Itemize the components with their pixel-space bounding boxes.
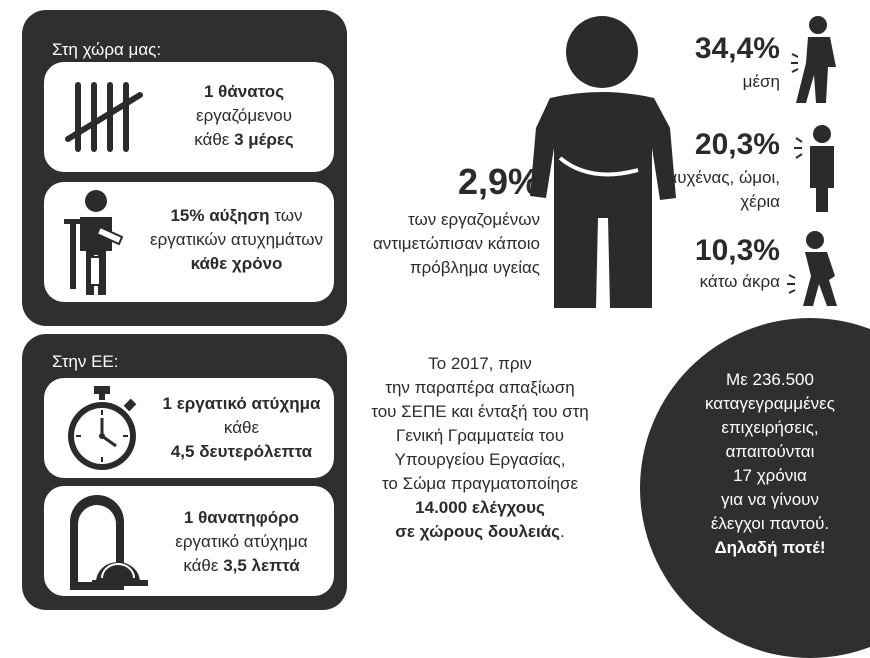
eu-fatal-text [149, 506, 334, 578]
inspections-line-2: την παραπέρα απαξίωση [385, 378, 575, 397]
inspections-count: 14.000 ελέγχους [415, 498, 545, 517]
accidents-period: κάθε χρόνο [190, 254, 283, 273]
health-description [340, 208, 540, 280]
inspections-line-1: Το 2017, πριν [428, 354, 532, 373]
eu-accident-line2: κάθε [223, 418, 260, 437]
circle-line-7: έλεγχοι παντού. [710, 514, 830, 533]
country-panel-title: Στη χώρα μας: [52, 40, 162, 59]
inspections-line-4: Γενική Γραμματεία του [395, 426, 565, 445]
accidents-text [144, 204, 329, 276]
inspections-end: . [559, 522, 565, 541]
deaths-line2: εργαζόμενου [195, 106, 292, 125]
circle-line-6: για να γίνουν [721, 490, 819, 509]
tombstone-helmet-icon [62, 492, 152, 592]
eu-fatal-period: 3,5 λεπτά [223, 556, 300, 575]
circle-line-5: 17 χρόνια [733, 466, 807, 485]
circle-line-3: επιχειρήσεις, [721, 418, 819, 437]
inspections-line-6: το Σώμα πραγματοποίησε [381, 474, 579, 493]
deaths-line3-pre: κάθε [194, 130, 235, 149]
circle-conclusion: Δηλαδή ποτέ! [714, 538, 826, 557]
inspections-line-5: Υπουργείου Εργασίας, [394, 450, 566, 469]
circle-line-1: Με 236.500 [726, 370, 814, 389]
neck-pain-icon [790, 124, 840, 214]
deaths-text [159, 80, 329, 152]
health-line3: πρόβλημα υγείας [409, 258, 540, 277]
eu-fatal-count: 1 θανατηφόρο [183, 508, 300, 527]
stat-neck-line2: χέρια [740, 192, 780, 211]
inspections-line-3: του ΣΕΠΕ και ένταξή του στη [371, 402, 589, 421]
stat-neck-label [600, 166, 780, 214]
accidents-line1-rest: των [269, 206, 303, 225]
eu-accident-period: 4,5 δευτερόλεπτα [170, 442, 313, 461]
eu-accident-card [44, 378, 334, 478]
stat-legs-pct: 10,3% [694, 234, 780, 267]
stat-legs-label: κάτω άκρα [699, 272, 780, 291]
health-line2: αντιμετώπισαν κάποιο [372, 234, 540, 253]
eu-accident-count: 1 εργατικό ατύχημα [162, 394, 321, 413]
leg-pain-icon [785, 230, 845, 310]
country-panel [22, 10, 347, 326]
back-pain-icon [790, 15, 840, 105]
injured-worker-icon [62, 187, 137, 297]
accidents-increase: 15% αύξηση [170, 206, 270, 225]
inspections-place: σε χώρους δουλειάς [395, 522, 560, 541]
inspections-text [360, 352, 600, 544]
deaths-period: 3 μέρες [234, 130, 294, 149]
stat-neck-line1: αυχένας, ώμοι, [667, 168, 780, 187]
circle-line-4: απαιτούνται [725, 442, 815, 461]
health-pct: 2,9% [457, 161, 540, 202]
circle-line-2: καταγεγραμμένες [705, 394, 835, 413]
deaths-count: 1 θάνατος [203, 82, 285, 101]
stat-neck-pct: 20,3% [694, 128, 780, 161]
eu-fatal-line3-pre: κάθε [183, 556, 224, 575]
eu-accident-text [149, 392, 334, 464]
stat-back-pct: 34,4% [694, 32, 780, 65]
accidents-line2: εργατικών ατυχημάτων [150, 230, 323, 249]
circle-text [672, 368, 868, 560]
stopwatch-icon [62, 384, 142, 474]
eu-fatal-line2: εργατικό ατύχημα [175, 532, 308, 551]
eu-fatal-card [44, 486, 334, 596]
health-line1: των εργαζομένων [407, 210, 540, 229]
accidents-card [44, 182, 334, 302]
eu-panel [22, 334, 347, 610]
tally-marks-icon [64, 77, 149, 157]
stat-back-label: μέση [742, 72, 780, 91]
eu-panel-title: Στην ΕΕ: [52, 352, 119, 371]
deaths-card [44, 62, 334, 172]
